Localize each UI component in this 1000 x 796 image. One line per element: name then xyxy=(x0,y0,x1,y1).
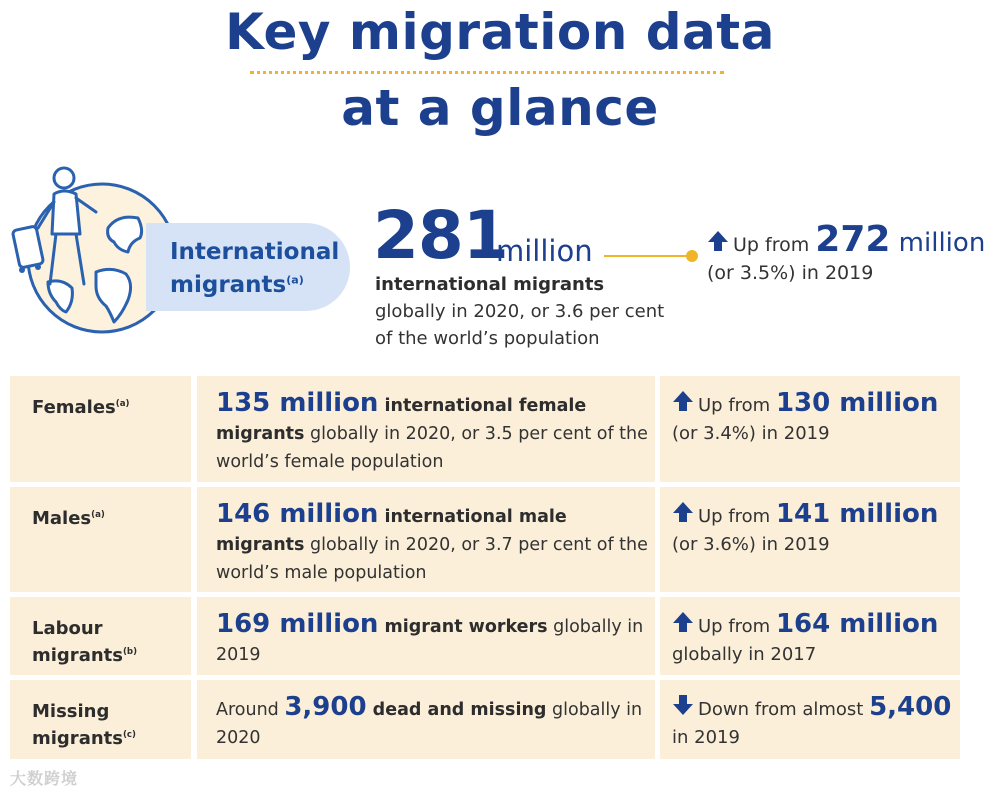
watermark: 大数跨境 xyxy=(10,769,79,788)
row-comparison-cell xyxy=(660,376,960,482)
row-value-text: 169 million migrant workers globally in 2019 xyxy=(216,609,644,665)
connector-line xyxy=(604,255,690,257)
row-label: Missing migrants$^{(c)}$ xyxy=(32,701,136,749)
row-value-cell xyxy=(197,487,655,592)
title-dotted-divider xyxy=(250,71,724,74)
row-label-cell xyxy=(10,680,191,759)
row-number: 146 million xyxy=(216,499,379,529)
hero-comparison: Up from 272 million (or 3.5%) in 2019 xyxy=(707,219,986,284)
row-label-cell xyxy=(10,376,191,482)
row-comparison-number: 141 million xyxy=(775,499,939,529)
row-value-cell xyxy=(197,376,655,482)
row-comparison-text: Up from 141 million (or 3.6%) in 2019 xyxy=(672,499,939,555)
row-number: 169 million xyxy=(216,609,379,639)
arrow-up-icon xyxy=(672,501,694,523)
row-comparison-cell xyxy=(660,597,960,675)
row-value-text: Around 3,900 dead and missing globally in 2020 xyxy=(216,692,643,748)
arrow-up-icon xyxy=(707,230,729,252)
arrow-down-icon xyxy=(672,694,694,716)
row-comparison-text: Up from 130 million (or 3.4%) in 2019 xyxy=(672,388,939,444)
row-number: 3,900 xyxy=(284,692,367,722)
row-comparison-cell xyxy=(660,487,960,592)
international-migrants-label: International migrants$^{(a)}$ xyxy=(170,239,340,298)
hero-number: 281 xyxy=(373,197,508,274)
row-value-cell xyxy=(197,680,655,759)
row-label-cell xyxy=(10,597,191,675)
row-value-text: 135 million international female migrants globally in 2020, or 3.5 per cent of the world’s female population xyxy=(216,388,648,472)
arrow-up-icon xyxy=(672,611,694,633)
row-label: Labour migrants$^{(b)}$ xyxy=(32,618,138,666)
row-value-text: 146 million international male migrants globally in 2020, or 3.7 per cent of the world’s male population xyxy=(216,499,648,583)
page-title-line-1: Key migration data xyxy=(225,3,775,61)
row-label-cell xyxy=(10,487,191,592)
hero-description: international migrants globally in 2020, or 3.6 per cent of the world’s population xyxy=(375,274,665,349)
row-comparison-text: Down from almost 5,400 in 2019 xyxy=(672,692,952,748)
row-comparison-cell xyxy=(660,680,960,759)
row-comparison-text: Up from 164 million globally in 2017 xyxy=(672,609,939,665)
arrow-up-icon xyxy=(672,390,694,412)
row-comparison-number: 130 million xyxy=(775,388,939,418)
row-number: 135 million xyxy=(216,388,379,418)
page-title-line-2: at a glance xyxy=(341,79,659,137)
connector-dot xyxy=(686,250,698,262)
row-label: Males$^{(a)}$ xyxy=(32,508,105,529)
hero-unit: million xyxy=(496,234,593,268)
row-label: Females$^{(a)}$ xyxy=(32,397,130,418)
row-value-cell xyxy=(197,597,655,675)
row-comparison-number: 5,400 xyxy=(869,692,952,722)
row-comparison-number: 164 million xyxy=(775,609,939,639)
